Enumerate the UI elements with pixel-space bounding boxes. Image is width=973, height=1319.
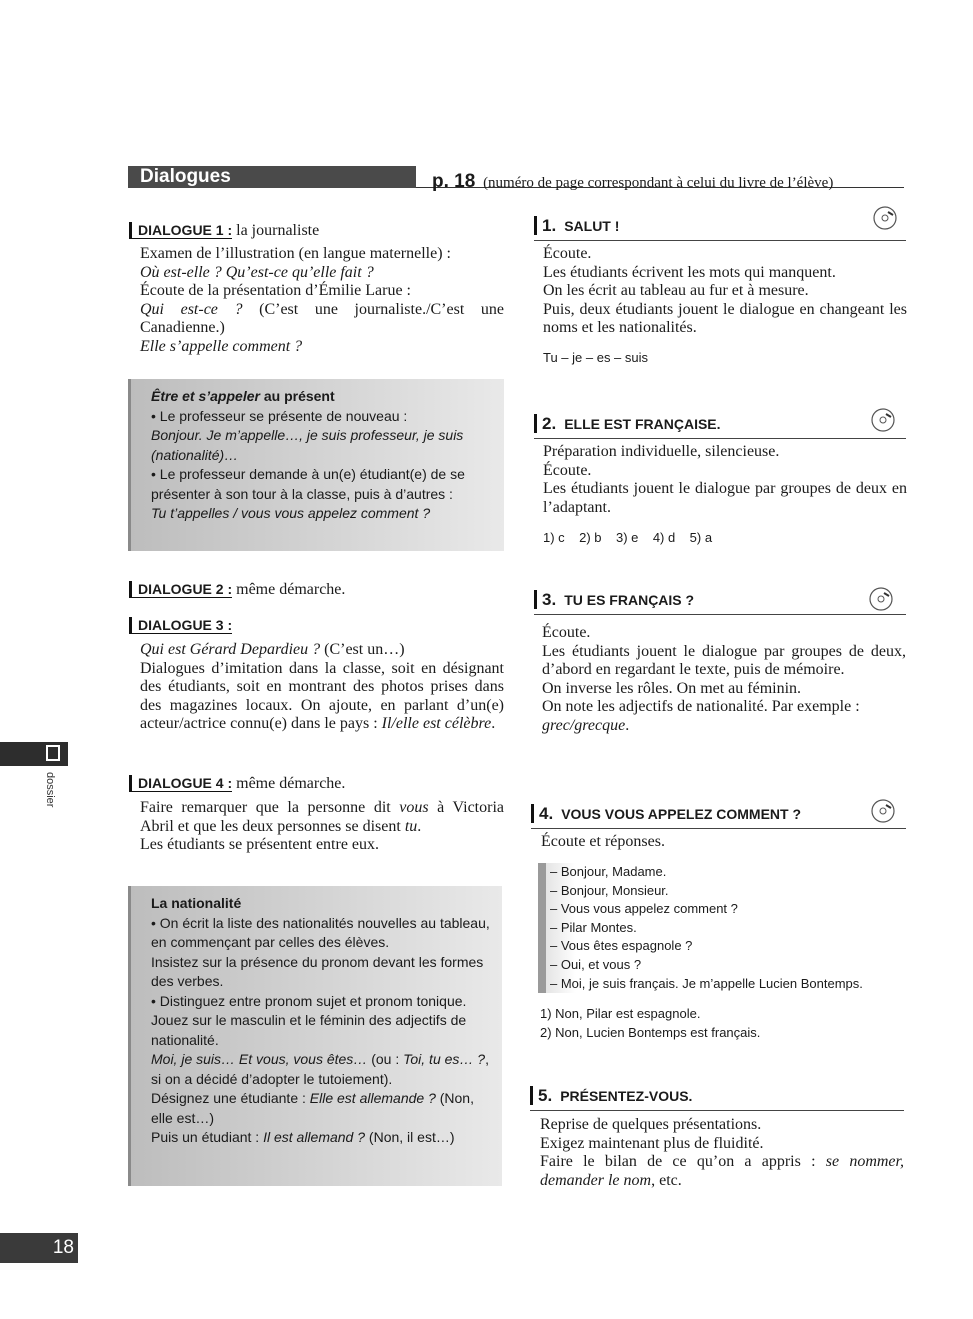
text-line: Exigez maintenant plus de fluidité. [540,1134,764,1152]
text-line: Écoute de la présentation d’Émilie Larue : [140,282,411,300]
box-line [151,1050,490,1089]
dialogue-line: – Moi, je suis français. Je m’appelle Lucien Bontemps. [550,975,863,991]
section-2-heading [534,414,906,439]
text-span: (C’est un…) [320,641,405,658]
section-1-heading [534,216,906,241]
text-line [140,799,504,836]
box-line: • Distinguez entre pronom sujet et pronom tonique. [151,992,467,1009]
section-number: 5. [530,1086,552,1105]
text-span: Faire remarquer que la personne dit [140,799,400,816]
text-span: Puis un étudiant : [151,1129,264,1145]
section-title-text: VOUS VOUS APPELEZ COMMENT ? [561,806,802,822]
text-italic: se nommer, demander le nom [540,1153,904,1189]
dialogue-line: – Vous vous appelez comment ? [550,901,738,917]
text-italic: tu [404,817,418,835]
dialogue-line: – Pilar Montes. [550,919,637,935]
text-span: . [417,817,422,835]
text-italic: Il est allemand ? [263,1129,366,1145]
dialogue-line: – Vous êtes espagnole ? [550,938,693,954]
text-italic: Il/elle est célèbre [381,715,492,733]
page-number-label: p. 18 [432,171,476,192]
section-title-text: SALUT ! [564,218,620,234]
box-line [151,1089,490,1128]
dialogue-3-heading [129,617,232,635]
page-folio: 18 [0,1233,78,1263]
box-line: • Le professeur se présente de nouveau : [151,407,408,424]
text-line: Écoute. [543,245,592,262]
section-3-body [542,624,906,736]
section-2-answers: 1) c 2) b 3) e 4) d 5) a [543,530,713,545]
text-span: (Non, elle est…) [151,1090,474,1126]
box-line: Insistez sur la présence du pronom devant les formes des verbes. [151,953,484,989]
dialogue-4-title: même démarche. [232,775,346,792]
text-line: On note les adjectifs de nationalité. Par exemple : [542,698,860,716]
box-line: Jouez sur le masculin et le féminin des adjectifs de nationalité. [151,1012,467,1048]
text-span: à Victoria Abril et que les deux personnes se disent [140,799,505,835]
text-italic: vous [399,799,429,816]
text-italic: Qui est-ce ? [140,300,243,318]
text-span: (C’est une journaliste./C’est une Canadienne.) [140,300,504,337]
audio-cd-icon [872,205,898,231]
box-line: Tu t’appelles / vous vous appelez comment ? [151,505,431,521]
section-1-body [543,245,907,338]
page-reference [432,171,833,193]
answer-line: 1) Non, Pilar est espagnole. [540,1006,701,1021]
text-line: Écoute. [543,461,592,479]
section-4-heading [531,804,906,829]
text-span: Désignez une étudiante : [151,1090,310,1106]
dialogue-1-tag: DIALOGUE 1 : [129,222,232,239]
section-3-heading [534,590,906,615]
section-4-dialogue [538,863,910,993]
dialogue-3-body [140,641,504,734]
section-5-body [540,1116,904,1190]
section-number: 1. [534,216,556,235]
text-line: Les étudiants écrivent les mots qui manquent. [543,263,836,281]
text-line: Reprise de quelques présentations. [540,1116,762,1133]
text-line: Les étudiants se présentent entre eux. [140,836,380,854]
dialogue-line: – Oui, et vous ? [550,956,642,972]
text-span: . [491,715,496,733]
text-span: Faire le bilan de ce qu’on a appris : [540,1153,826,1171]
answer-line: 2) Non, Lucien Bontemps est français. [540,1025,761,1040]
text-line [140,641,504,660]
text-line: Examen de l’illustration (en langue maternelle) : [140,245,451,262]
text-italic: grec/grecque [542,716,626,734]
dialogue-4-body [140,799,504,855]
text-span: (ou : [367,1051,404,1067]
text-line [540,1153,904,1190]
text-italic: Elle est allemande ? [309,1090,436,1106]
audio-cd-icon [870,798,896,824]
dossier-tab-box [46,745,60,761]
page-note: (numéro de page correspondant à celui du livre de l’élève) [483,175,834,191]
dialogue-3-tag: DIALOGUE 3 : [129,617,232,634]
text-line: Puis, deux étudiants jouent le dialogue en changeant les noms et les nationalités. [543,300,907,337]
box-title: La nationalité [151,895,242,911]
text-span: , si on a décidé d’adopter le tutoiement). [151,1051,489,1087]
text-line [140,660,504,734]
text-italic: Moi, je suis… Et vous, vous êtes… [151,1051,368,1067]
box-title [151,387,492,407]
text-span: Être et [151,388,199,404]
dialogue-2-heading [129,581,345,599]
dialogue-2-title: même démarche. [232,581,346,598]
dialogue-1-title: la journaliste [232,222,320,239]
section-5-heading [530,1086,904,1111]
text-italic: Toi, tu es… ? [403,1051,486,1067]
text-italic: Qui est Gérard Depardieu ? [140,641,321,658]
dialogue-line: – Bonjour, Madame. [550,864,667,879]
box-line: • Le professeur demande à un(e) étudiant(e) de se présenter à son tour à la classe, puis à d’autres : [151,466,465,502]
dialogue-2-tag: DIALOGUE 2 : [129,581,232,598]
section-number: 4. [531,804,553,823]
text-line [140,301,504,338]
dialogue-line: – Bonjour, Monsieur. [550,882,669,898]
section-title-text: ELLE EST FRANÇAISE. [564,416,721,432]
audio-cd-icon [870,407,896,433]
section-number: 2. [534,414,556,433]
section-2-body [543,443,907,517]
section-4-intro: Écoute et réponses. [541,833,665,850]
text-span: s’appeler [198,388,260,404]
text-span: au présent [259,388,335,404]
text-span: (Non, il est…) [365,1129,455,1145]
dossier-label: dossier [44,772,56,808]
section-title-text: TU ES FRANÇAIS ? [564,592,695,608]
text-line: Les étudiants jouent le dialogue par groupes de deux, d’abord en regardant le texte, puis de mémoire. [542,642,906,679]
dialogue-4-heading [129,775,345,793]
section-1-answer: Tu – je – es – suis [543,350,649,365]
box-line: Bonjour. Je m’appelle…, je suis professeur, je suis (nationalité)… [151,427,464,463]
text-line [542,717,906,736]
text-line: Écoute. [542,624,591,641]
text-line: Où est-elle ? Qu’est-ce qu’elle fait ? [140,263,374,281]
section-4-answers [540,1004,760,1042]
text-line: Préparation individuelle, silencieuse. [543,443,780,460]
text-line: On inverse les rôles. On met au féminin. [542,679,802,697]
text-span: Dialogues d’imitation dans la classe, soit en désignant des étudiants, soit en montrant des photos prises dans des magazines locaux. On ajoute, en parlant d’un(e) acteur/actrice connu(e) dans le pays : [140,659,504,733]
dialogue-1-body [140,245,504,357]
grammar-box-etre [128,379,504,551]
audio-cd-icon [868,586,894,612]
box-line: • On écrit la liste des nationalités nouvelles au tableau, en commençant par celles des élèves. [151,914,490,950]
dialogue-1-heading [129,222,319,240]
text-span: , etc. [651,1171,682,1189]
box-line [151,1128,490,1148]
text-line: On les écrit au tableau au fur et à mesure. [543,282,809,300]
text-line: Elle s’appelle comment ? [140,337,303,355]
text-line: Les étudiants jouent le dialogue par groupes de deux en l’adaptant. [543,480,907,516]
section-number: 3. [534,590,556,609]
grammar-box-nationalite [128,886,502,1186]
section-title-text: PRÉSENTEZ-VOUS. [560,1088,693,1104]
text-span: . [625,716,630,734]
section-title: Dialogues [128,166,416,188]
dialogue-4-tag: DIALOGUE 4 : [129,775,232,792]
